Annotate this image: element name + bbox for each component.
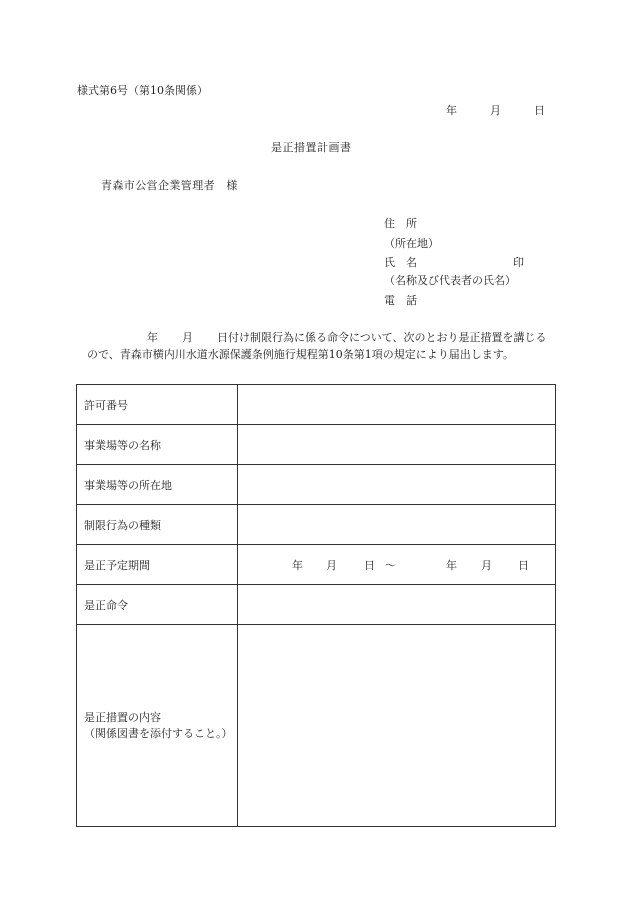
row-label-restricted-activity: 制限行為の種類 [77,505,238,545]
date-year: 年 [446,104,457,117]
period-end-month: 月 [481,559,492,572]
date-month: 月 [490,104,501,117]
seal-mark: 印 [513,256,524,269]
period-start-month: 月 [326,559,337,572]
period-end-day: 日 [518,559,529,572]
name-label: 氏 名 [384,256,417,269]
period-start-year: 年 [292,559,303,572]
address-sub-label: （所在地） [384,237,439,250]
submission-date [446,104,545,118]
facility-location-field[interactable] [238,465,556,505]
name-sub-label: （名称及び代表者の氏名） [384,274,516,287]
correction-measures-field[interactable] [238,625,556,827]
addressee: 青森市公営企業管理者 様 [101,179,238,192]
form-number: 様式第6号（第10条関係） [77,84,208,97]
permit-number-field[interactable] [238,385,556,425]
date-day: 日 [534,104,545,117]
row-label-correction-period: 是正予定期間 [77,545,238,585]
table-row [77,545,556,585]
table-row [77,505,556,545]
body-text: 日付け制限行為に係る命令について、次のとおり是正措置を講じるので、青森市横内川水道水源保護条例施行規程第10条第1項の規定により届出します。 [87,331,547,361]
row-label-permit-number: 許可番号 [77,385,238,425]
facility-name-field[interactable] [238,425,556,465]
body-paragraph [87,329,557,363]
table-row [77,385,556,425]
row-label-facility-name: 事業場等の名称 [77,425,238,465]
body-month: 月 [182,331,193,344]
row-label-facility-location: 事業場等の所在地 [77,465,238,505]
period-tilde: ～ [385,559,396,572]
table-row [77,585,556,625]
address-label: 住 所 [384,217,417,230]
restricted-activity-field[interactable] [238,505,556,545]
phone-label: 電 話 [384,294,417,307]
table-row [77,625,556,827]
correction-measures-label: 是正措置の内容 [84,710,161,724]
correction-order-field[interactable] [238,585,556,625]
document-title: 是正措置計画書 [271,141,352,154]
table-row [77,425,556,465]
row-label-correction-measures [77,625,238,827]
period-start-day: 日 [364,559,375,572]
row-label-correction-order: 是正命令 [77,585,238,625]
correction-measures-note: （関係図書を添付すること。） [84,726,233,740]
period-end-year: 年 [446,559,457,572]
table-row [77,465,556,505]
form-table [76,384,556,827]
body-year: 年 [147,331,158,344]
correction-period-field[interactable] [238,545,556,585]
